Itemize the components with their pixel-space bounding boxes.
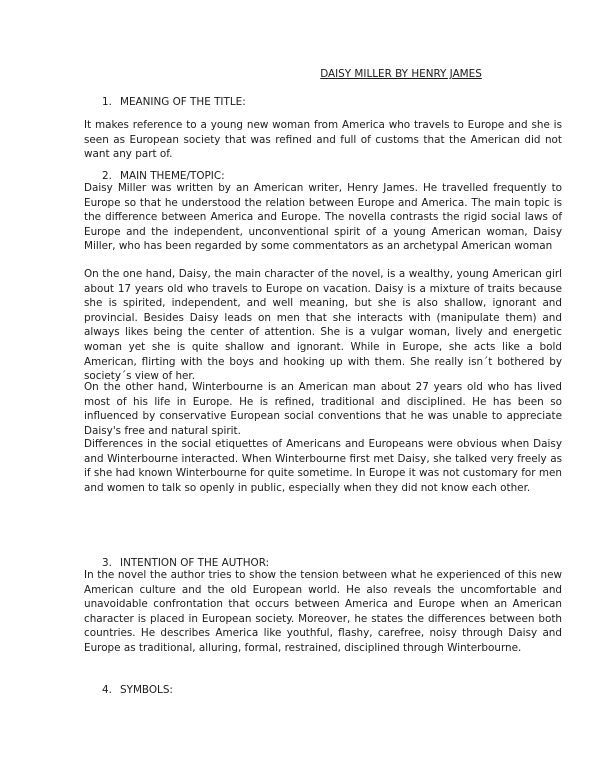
paragraph-title-meaning: It makes reference to a young new woman from America who travels to Europe and she is seen as European society that was refined and full of customs that the American did not want any part of. [84, 119, 562, 161]
paragraph-main-topic: Daisy Miller was written by an American writer, Henry James. He travelled frequently to Europe so that he understood the relation between Europe and America. The main topic is the difference between America and Europe. The novella contrasts the rigid social laws of Europe and the independent, unconventional spirit of a young American woman, Daisy Miller, who has been regarded by some commentators as an archetypal American woman [84, 182, 562, 253]
section-number: 1. [102, 96, 112, 108]
section-number: 4. [102, 684, 112, 696]
section-heading-text: MEANING OF THE TITLE: [120, 96, 246, 108]
paragraph-author-intention: In the novel the author tries to show the tension between what he experienced of this new American culture and the old European world. He also reveals the uncomfortable and unavoidable confrontation that occurs between America and Europe when an American character is placed in European society. Moreover, he states the differences between both countries. He describes America like youthful, flashy, carefree, noisy through Daisy and Europe as traditional, alluring, formal, restrained, disciplined through Winterbourne. [84, 569, 562, 654]
document-title: DAISY MILLER BY HENRY JAMES [320, 68, 482, 80]
section-number: 3. [102, 557, 112, 569]
section-heading-symbols [102, 684, 173, 696]
paragraph-daisy-character: On the one hand, Daisy, the main character of the novel, is a wealthy, young American girl about 17 years old who travels to Europe on vacation. Daisy is a mixture of traits because she is spirited, independent, and well meaning, but she is also shallow, ignorant and provincial. Besides Daisy leads on men that she interacts with (manipulate them) and always likes being the center of attention. She is a vulgar woman, lively and energetic woman yet she is quite shallow and ignorant. While in Europe, she acts like a bold American, flirting with the boys and hooking up with them. She really isn´t bothered by society´s view of her. [84, 268, 562, 383]
section-heading-meaning-of-title [102, 96, 246, 108]
section-heading-text: SYMBOLS: [120, 684, 173, 696]
section-heading-text: INTENTION OF THE AUTHOR: [120, 557, 270, 569]
paragraph-social-etiquettes: Differences in the social etiquettes of Americans and Europeans were obvious when Daisy and Winterbourne interacted. When Winterbourne first met Daisy, she talked very freely as if she had known Winterbourne for quite sometime. In Europe it was not customary for men and women to talk so openly in public, especially when they did not know each other. [84, 438, 562, 494]
paragraph-winterbourne-character: On the other hand, Winterbourne is an American man about 27 years old who has lived most of his life in Europe. He is refined, traditional and disciplined. He has been so influenced by conservative European social conventions that he was unable to appreciate Daisy's free and natural spirit. [84, 381, 562, 437]
section-number: 2. [102, 170, 112, 182]
section-heading-text: MAIN THEME/TOPIC: [120, 170, 225, 182]
